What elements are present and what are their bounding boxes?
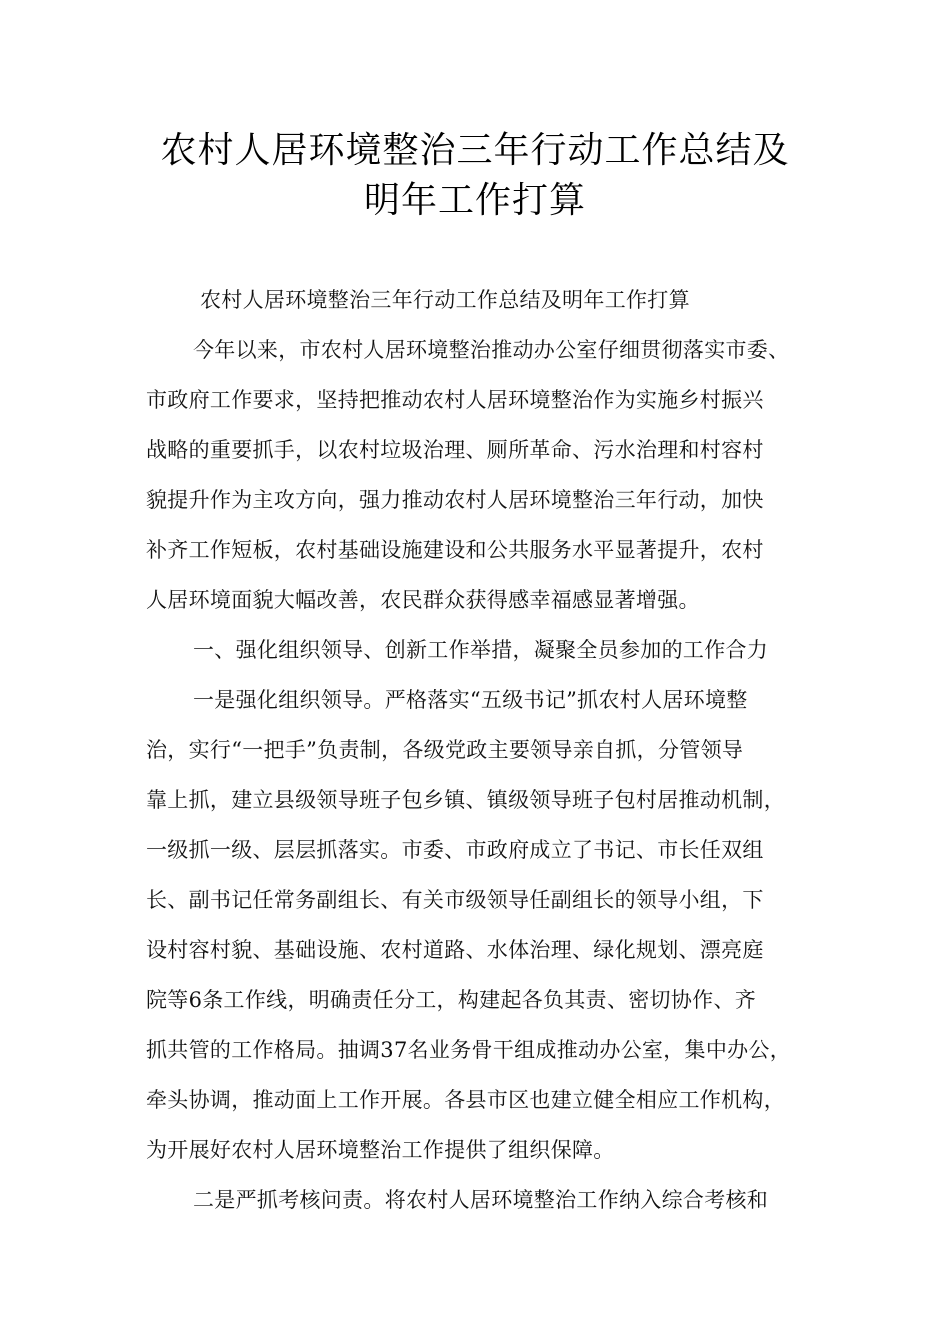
- paragraph-line: 抓共管的工作格局。抽调37名业务骨干组成推动办公室，集中办公，: [146, 1038, 792, 1062]
- paragraph-line: 长、副书记任常务副组长、有关市级领导任副组长的领导小组，下: [146, 888, 764, 912]
- paragraph-line: 靠上抓，建立县级领导班子包乡镇、镇级领导班子包村居推动机制，: [146, 788, 785, 812]
- document-title-line-1: 农村人居环境整治三年行动工作总结及: [160, 130, 790, 171]
- paragraph-line: 补齐工作短板，农村基础设施建设和公共服务水平显著提升，农村: [146, 538, 764, 562]
- document-subtitle: 农村人居环境整治三年行动工作总结及明年工作打算: [200, 288, 690, 312]
- paragraph-line: 市政府工作要求，坚持把推动农村人居环境整治作为实施乡村振兴: [146, 388, 764, 412]
- paragraph-line: 治，实行“一把手”负责制，各级党政主要领导亲自抓，分管领导: [146, 738, 744, 762]
- paragraph-line: 一级抓一级、层层抓落实。市委、市政府成立了书记、市长任双组: [146, 838, 764, 862]
- paragraph-line: 今年以来，市农村人居环境整治推动办公室仔细贯彻落实市委、: [193, 338, 790, 362]
- paragraph-line: 为开展好农村人居环境整治工作提供了组织保障。: [146, 1138, 615, 1162]
- document-title-line-2: 明年工作打算: [363, 180, 586, 221]
- paragraph-line: 人居环境面貌大幅改善，农民群众获得感幸福感显著增强。: [146, 588, 700, 612]
- paragraph-line: 院等6条工作线，明确责任分工，构建起各负其责、密切协作、齐: [146, 988, 757, 1012]
- paragraph-line: 战略的重要抓手，以农村垃圾治理、厕所革命、污水治理和村容村: [146, 438, 764, 462]
- paragraph-line: 貌提升作为主攻方向，强力推动农村人居环境整治三年行动，加快: [146, 488, 764, 512]
- paragraph-line: 一是强化组织领导。严格落实“五级书记”抓农村人居环境整: [193, 688, 748, 712]
- paragraph-line: 二是严抓考核问责。将农村人居环境整治工作纳入综合考核和: [193, 1188, 769, 1212]
- paragraph-line: 设村容村貌、基础设施、农村道路、水体治理、绿化规划、漂亮庭: [146, 938, 764, 962]
- paragraph-line: 牵头协调，推动面上工作开展。各县市区也建立健全相应工作机构，: [146, 1088, 785, 1112]
- section-heading: 一、强化组织领导、创新工作举措，凝聚全员参加的工作合力: [193, 638, 769, 662]
